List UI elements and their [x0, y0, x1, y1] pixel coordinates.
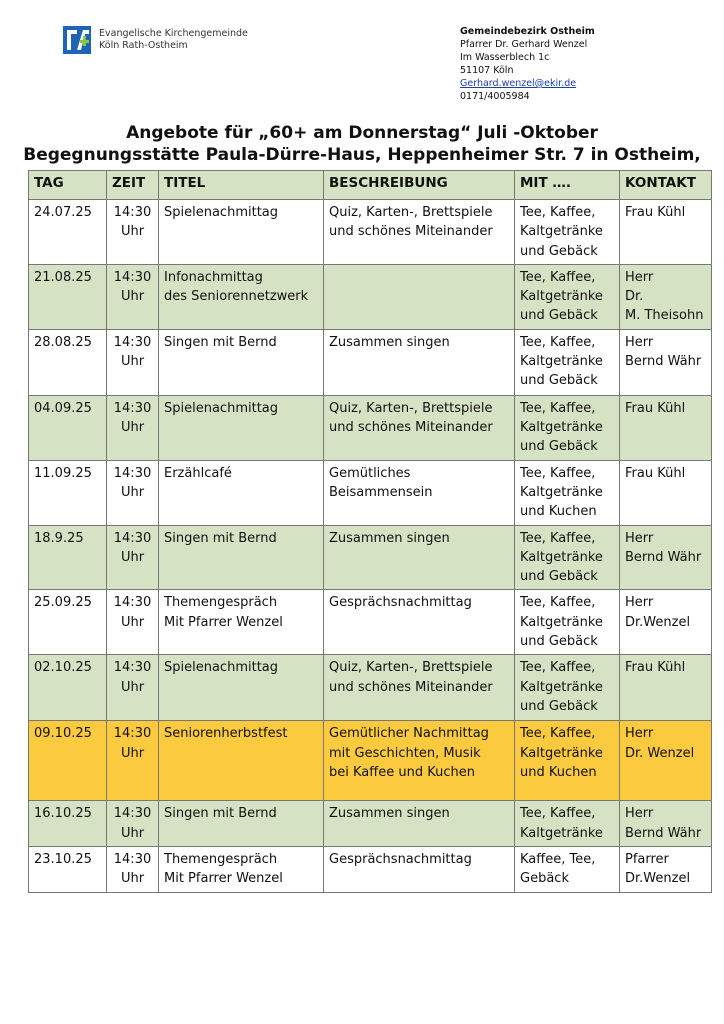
cell-time — [107, 590, 159, 655]
cell-title — [159, 395, 324, 460]
cell-time-line: Uhr — [120, 289, 145, 305]
header-tag: TAG — [29, 171, 107, 200]
cell-time-line: Uhr — [120, 825, 145, 841]
cell-date: 24.07.25 — [29, 200, 107, 265]
cell-description-line: Quiz, Karten-, Brettspiele — [329, 660, 493, 676]
cell-title — [159, 590, 324, 655]
cell-title-line: Erzählcafé — [164, 465, 232, 481]
cell-with-line: Tee, Kaffee, — [520, 806, 596, 822]
cell-contact-line: Frau Kühl — [625, 400, 686, 416]
cell-description — [324, 525, 515, 590]
header-titel: TITEL — [159, 171, 324, 200]
cell-time-line: 14:30 — [113, 851, 152, 867]
cell-description-line: Zusammen singen — [329, 334, 450, 350]
table-row — [29, 801, 712, 847]
cell-title-line: Spielenachmittag — [164, 400, 279, 416]
cell-contact — [620, 460, 712, 525]
cell-title — [159, 801, 324, 847]
church-logo-icon — [63, 26, 91, 54]
cell-description-line: Beisammensein — [329, 484, 433, 500]
cell-time-line: Uhr — [120, 420, 145, 436]
cell-title — [159, 655, 324, 721]
cell-contact-line: Bernd Währ — [625, 825, 702, 841]
cell-description-line: bei Kaffee und Kuchen — [329, 764, 475, 780]
cell-title-line: Themengespräch — [164, 851, 278, 867]
cell-time — [107, 721, 159, 801]
cell-contact — [620, 590, 712, 655]
cell-with-line: Tee, Kaffee, — [520, 400, 596, 416]
cell-date: 09.10.25 — [29, 721, 107, 801]
cell-contact — [620, 395, 712, 460]
page-title — [0, 122, 724, 166]
cell-title-line: Singen mit Bernd — [164, 806, 277, 822]
cell-time — [107, 264, 159, 329]
cell-description-line: Gesprächsnachmittag — [329, 595, 472, 611]
phone-number: 0171/4005984 — [460, 91, 530, 102]
cell-title-line: Mit Pfarrer Wenzel — [164, 871, 283, 887]
table-row — [29, 846, 712, 892]
cell-contact-line: M. Theisohn — [625, 308, 704, 324]
cell-with-line: und Gebäck — [520, 698, 598, 714]
cell-title-line: Infonachmittag — [164, 269, 263, 285]
cell-title — [159, 846, 324, 892]
cell-title — [159, 329, 324, 395]
table-row — [29, 395, 712, 460]
cell-contact-line: Frau Kühl — [625, 660, 686, 676]
cell-time-line: 14:30 — [113, 400, 152, 416]
org-name-line1: Evangelische Kirchengemeinde — [99, 28, 248, 39]
cell-with-line: und Gebäck — [520, 634, 598, 650]
header-kontakt: KONTAKT — [620, 171, 712, 200]
cell-contact-line: Frau Kühl — [625, 205, 686, 220]
cell-title-line: Spielenachmittag — [164, 660, 279, 676]
cell-title — [159, 264, 324, 329]
cell-with — [515, 525, 620, 590]
title-line2: Begegnungsstätte Paula-Dürre-Haus, Heppenheimer Str. 7 in Ostheim, — [23, 145, 701, 165]
cell-with-line: Kaltgetränke — [520, 825, 603, 841]
org-name-line2: Köln Rath-Ostheim — [99, 40, 188, 51]
cell-with-line: Tee, Kaffee, — [520, 726, 596, 742]
address-block — [460, 25, 595, 103]
cell-with-line: und Gebäck — [520, 243, 598, 259]
cell-contact — [620, 846, 712, 892]
cell-date: 16.10.25 — [29, 801, 107, 847]
table-row — [29, 200, 712, 265]
cell-contact-line: Herr — [625, 806, 654, 822]
cell-with-line: Kaltgetränke — [520, 289, 603, 305]
table-row — [29, 329, 712, 395]
cell-title — [159, 200, 324, 265]
cell-description-line: mit Geschichten, Musik — [329, 745, 481, 761]
cell-time-line: 14:30 — [113, 595, 152, 611]
cell-time-line: Uhr — [120, 679, 145, 695]
cell-contact — [620, 655, 712, 721]
cell-contact — [620, 721, 712, 801]
cell-with — [515, 721, 620, 801]
cell-title-line: Singen mit Bernd — [164, 334, 277, 350]
cell-contact-line: Herr — [625, 595, 654, 611]
cell-with-line: Kaltgetränke — [520, 420, 603, 436]
cell-time-line: Uhr — [120, 614, 145, 630]
cell-description — [324, 801, 515, 847]
cell-time-line: Uhr — [120, 224, 145, 240]
header-beschreibung: BESCHREIBUNG — [324, 171, 515, 200]
cell-contact-line: Dr.Wenzel — [625, 614, 691, 630]
cell-time-line: 14:30 — [113, 465, 152, 481]
cell-with-line: Tee, Kaffee, — [520, 530, 596, 546]
cell-with-line: und Gebäck — [520, 569, 598, 585]
table-row — [29, 590, 712, 655]
cell-with-line: Kaltgetränke — [520, 484, 603, 500]
cell-description-line: Zusammen singen — [329, 806, 450, 822]
cell-contact — [620, 329, 712, 395]
cell-description — [324, 264, 515, 329]
cell-with-line: Kaffee, Tee, — [520, 851, 596, 867]
cell-description-line: und schönes Miteinander — [329, 420, 493, 436]
cell-with-line: Tee, Kaffee, — [520, 465, 596, 481]
cell-description — [324, 460, 515, 525]
cell-date: 02.10.25 — [29, 655, 107, 721]
table-row — [29, 525, 712, 590]
org-name — [99, 28, 248, 52]
cell-time — [107, 525, 159, 590]
cell-description-line: Quiz, Karten-, Brettspiele — [329, 400, 493, 416]
cell-title — [159, 460, 324, 525]
cell-with-line: und Kuchen — [520, 764, 597, 780]
cell-title-line: Seniorenherbstfest — [164, 726, 288, 742]
cell-description — [324, 655, 515, 721]
cell-with-line: und Kuchen — [520, 504, 597, 520]
cell-description — [324, 590, 515, 655]
cell-with-line: Gebäck — [520, 871, 569, 887]
table-header-row — [29, 171, 712, 200]
address-line: Im Wasserblech 1c — [460, 52, 550, 63]
cell-time — [107, 801, 159, 847]
cell-contact — [620, 200, 712, 265]
cell-time — [107, 395, 159, 460]
cell-with — [515, 264, 620, 329]
cell-with-line: Tee, Kaffee, — [520, 334, 596, 350]
cell-with — [515, 395, 620, 460]
cell-time-line: 14:30 — [113, 334, 152, 350]
cell-with-line: und Gebäck — [520, 373, 598, 389]
cell-time-line: 14:30 — [113, 269, 152, 285]
cell-time — [107, 329, 159, 395]
cell-time-line: 14:30 — [113, 726, 152, 742]
cell-description-line: Gesprächsnachmittag — [329, 851, 472, 867]
cell-with-line: Tee, Kaffee, — [520, 205, 596, 220]
cell-description — [324, 200, 515, 265]
cell-time-line: Uhr — [120, 354, 145, 370]
cell-with-line: Kaltgetränke — [520, 679, 603, 695]
cell-with — [515, 200, 620, 265]
cell-with-line: und Gebäck — [520, 439, 598, 455]
cell-description — [324, 329, 515, 395]
cell-contact — [620, 801, 712, 847]
cell-time-line: 14:30 — [113, 660, 152, 676]
church-logo — [63, 26, 248, 54]
cell-contact-line: Herr — [625, 269, 654, 285]
cell-title — [159, 721, 324, 801]
cell-time — [107, 460, 159, 525]
cell-with-line: Tee, Kaffee, — [520, 595, 596, 611]
cell-description-line: Zusammen singen — [329, 530, 450, 546]
cell-with-line: und Gebäck — [520, 308, 598, 324]
cell-contact-line: Herr — [625, 530, 654, 546]
cell-title-line: Singen mit Bernd — [164, 530, 277, 546]
cell-with-line: Tee, Kaffee, — [520, 269, 596, 285]
cell-title — [159, 525, 324, 590]
cell-with — [515, 801, 620, 847]
schedule-table — [28, 170, 712, 893]
cell-contact-line: Herr — [625, 726, 654, 742]
cell-with-line: Kaltgetränke — [520, 745, 603, 761]
cell-date: 23.10.25 — [29, 846, 107, 892]
cell-contact-line: Bernd Währ — [625, 354, 702, 370]
cell-with-line: Kaltgetränke — [520, 614, 603, 630]
cell-description — [324, 395, 515, 460]
cell-title-line: Spielenachmittag — [164, 205, 279, 220]
cell-contact — [620, 264, 712, 329]
cell-with-line: Tee, Kaffee, — [520, 660, 596, 676]
cell-time-line: Uhr — [120, 871, 145, 887]
header-mit: MIT …. — [515, 171, 620, 200]
cell-with-line: Kaltgetränke — [520, 224, 603, 240]
cell-description-line: Quiz, Karten-, Brettspiele — [329, 205, 493, 220]
cell-date: 04.09.25 — [29, 395, 107, 460]
cell-time-line: Uhr — [120, 745, 145, 761]
cell-description — [324, 721, 515, 801]
cell-contact-line: Frau Kühl — [625, 465, 686, 481]
cell-date: 11.09.25 — [29, 460, 107, 525]
cell-contact-line: Dr.Wenzel — [625, 871, 691, 887]
cell-description — [324, 846, 515, 892]
table-row — [29, 721, 712, 801]
cell-with-line: Kaltgetränke — [520, 354, 603, 370]
cell-contact — [620, 525, 712, 590]
email-link[interactable]: Gerhard.wenzel@ekir.de — [460, 78, 577, 89]
address-heading: Gemeindebezirk Ostheim — [460, 26, 595, 37]
cell-contact-line: Dr. Wenzel — [625, 745, 695, 761]
cell-time — [107, 200, 159, 265]
cell-with — [515, 590, 620, 655]
address-line: 51107 Köln — [460, 65, 514, 76]
table-row — [29, 460, 712, 525]
cell-date: 21.08.25 — [29, 264, 107, 329]
cell-time-line: 14:30 — [113, 806, 152, 822]
cell-with-line: Kaltgetränke — [520, 549, 603, 565]
table-row — [29, 655, 712, 721]
cell-description-line: und schönes Miteinander — [329, 679, 493, 695]
cell-with — [515, 460, 620, 525]
address-line: Pfarrer Dr. Gerhard Wenzel — [460, 39, 588, 50]
cell-time-line: 14:30 — [113, 205, 152, 220]
cell-time — [107, 846, 159, 892]
cell-title-line: Themengespräch — [164, 595, 278, 611]
cell-title-line: Mit Pfarrer Wenzel — [164, 614, 283, 630]
cell-description-line: Gemütlicher Nachmittag — [329, 726, 489, 742]
cell-with — [515, 846, 620, 892]
cell-with — [515, 655, 620, 721]
cell-title-line: des Seniorennetzwerk — [164, 289, 309, 305]
cell-time — [107, 655, 159, 721]
cell-time-line: Uhr — [120, 484, 145, 500]
title-line1: Angebote für „60+ am Donnerstag“ Juli -Oktober — [126, 123, 598, 143]
cell-description-line: und schönes Miteinander — [329, 224, 493, 240]
cell-contact-line: Dr. — [625, 289, 644, 305]
cell-time-line: Uhr — [120, 549, 145, 565]
cell-description-line: Gemütliches — [329, 465, 411, 481]
cell-date: 18.9.25 — [29, 525, 107, 590]
cell-contact-line: Herr — [625, 334, 654, 350]
cell-date: 25.09.25 — [29, 590, 107, 655]
cell-time-line: 14:30 — [113, 530, 152, 546]
cell-contact-line: Bernd Währ — [625, 549, 702, 565]
cell-contact-line: Pfarrer — [625, 851, 669, 867]
header-zeit: ZEIT — [107, 171, 159, 200]
cell-date: 28.08.25 — [29, 329, 107, 395]
table-row — [29, 264, 712, 329]
cell-with — [515, 329, 620, 395]
